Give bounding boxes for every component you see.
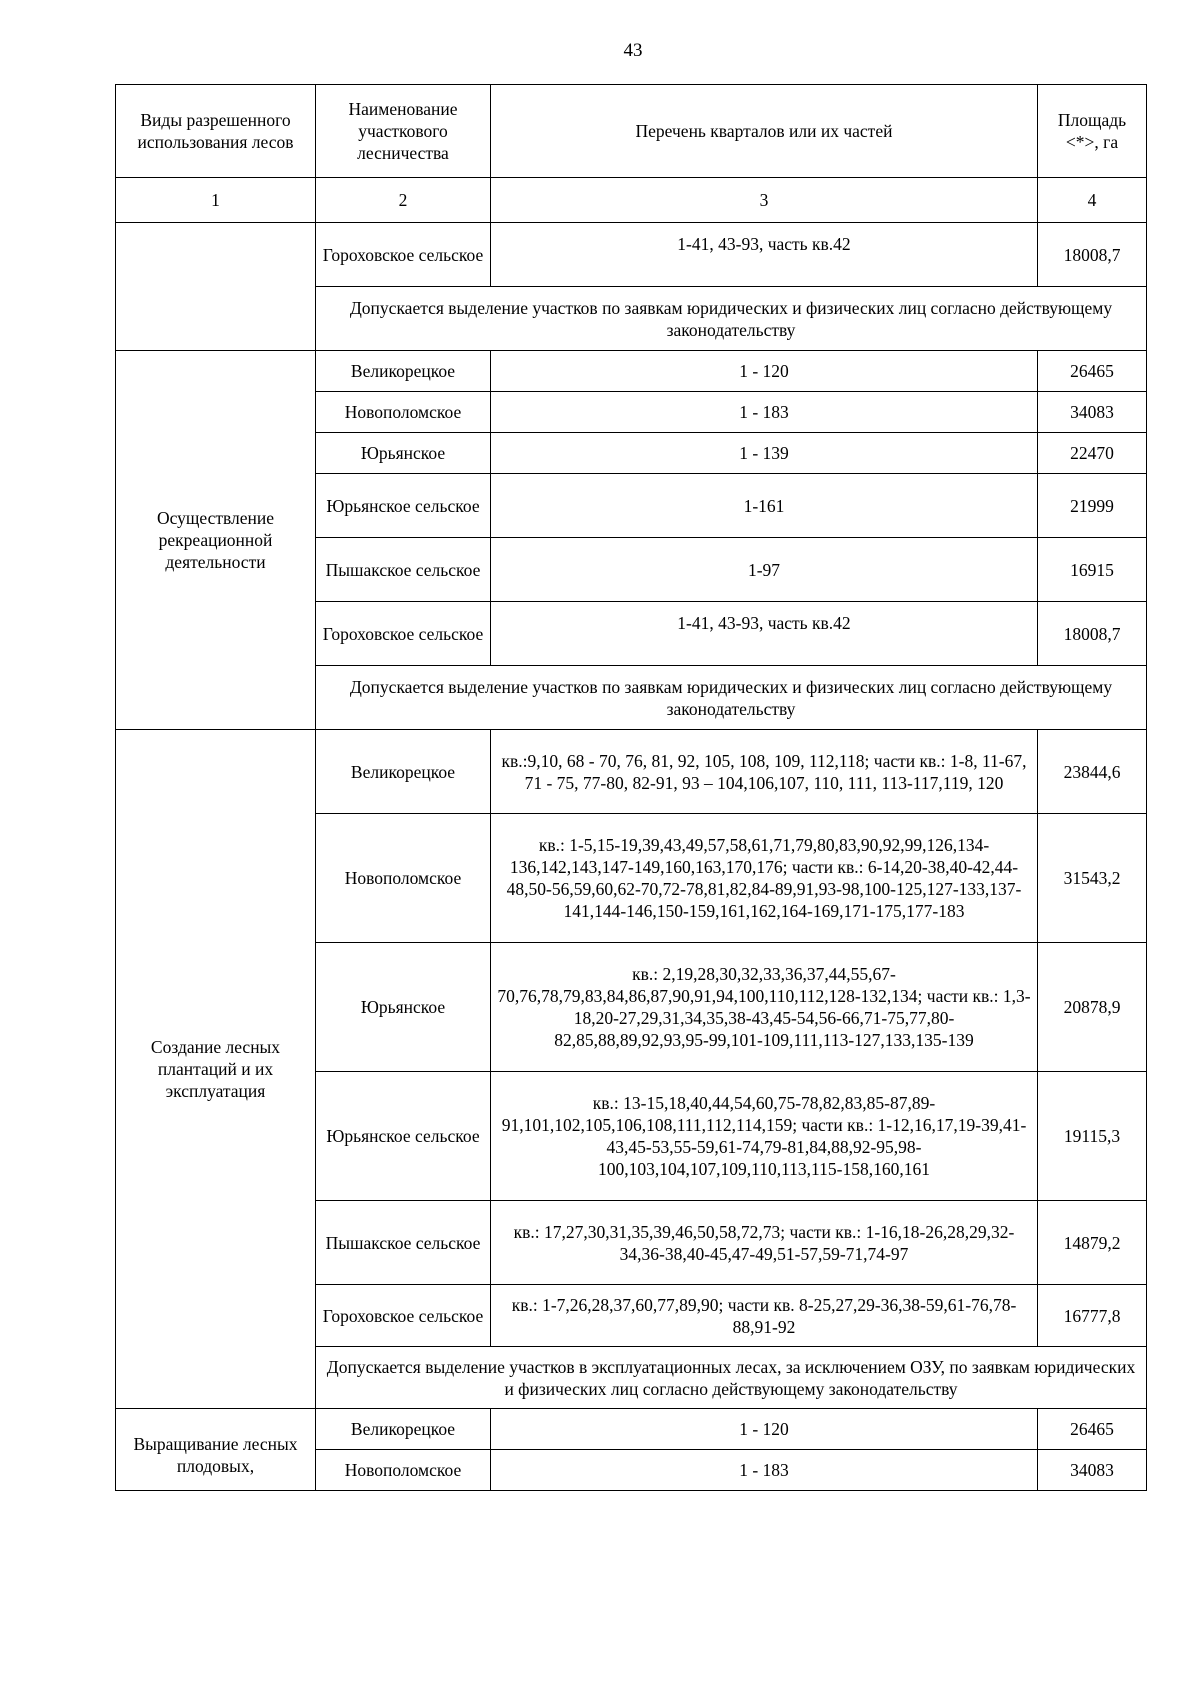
- area-cell: 16915: [1038, 538, 1147, 602]
- column-number: 4: [1038, 178, 1147, 223]
- quarters-cell: 1-41, 43-93, часть кв.42: [491, 223, 1038, 287]
- quarters-cell: кв.: 1-5,15-19,39,43,49,57,58,61,71,79,80,83,90,92,99,126,134-136,142,143,147-149,160,163,170,176; части кв.: 6-14,20-38,40-42,44-48,50-56,59,60,62-70,72-78,81,82,84-89,91,93-98,100-125,127-133,137-141,144-146,150-159,161,162,164-169,171-175,177-183: [491, 814, 1038, 943]
- quarters-cell: 1 - 183: [491, 392, 1038, 433]
- use-type-cell: Осуществление рекреационной деятельности: [116, 351, 316, 730]
- note-cell: Допускается выделение участков по заявкам юридических и физических лиц согласно действующему законодательству: [316, 666, 1147, 730]
- quarters-cell: 1 - 139: [491, 433, 1038, 474]
- forestry-cell: Великорецкое: [316, 351, 491, 392]
- area-cell: 26465: [1038, 351, 1147, 392]
- forestry-cell: Великорецкое: [316, 1409, 491, 1450]
- quarters-cell: 1-97: [491, 538, 1038, 602]
- quarters-cell: 1 - 120: [491, 1409, 1038, 1450]
- area-cell: 23844,6: [1038, 730, 1147, 814]
- note-cell: Допускается выделение участков в эксплуатационных лесах, за исключением ОЗУ, по заявкам юридических и физических лиц согласно действующему законодательству: [316, 1347, 1147, 1409]
- forestry-cell: Великорецкое: [316, 730, 491, 814]
- use-type-cell: Создание лесных плантаций и их эксплуатация: [116, 730, 316, 1409]
- table-row: [116, 223, 1147, 287]
- header-use-type: Виды разрешенного использования лесов: [116, 85, 316, 178]
- table-row: [116, 351, 1147, 392]
- forestry-cell: Новополомское: [316, 814, 491, 943]
- forestry-cell: Юрьянское сельское: [316, 474, 491, 538]
- note-cell: Допускается выделение участков по заявкам юридических и физических лиц согласно действующему законодательству: [316, 287, 1147, 351]
- table-row: [116, 730, 1147, 814]
- table-row: [116, 1409, 1147, 1450]
- area-cell: 21999: [1038, 474, 1147, 538]
- area-cell: 34083: [1038, 392, 1147, 433]
- page-number: 43: [623, 40, 643, 61]
- column-number: 3: [491, 178, 1038, 223]
- quarters-cell: кв.: 13-15,18,40,44,54,60,75-78,82,83,85-87,89-91,101,102,105,106,108,111,112,114,159; части кв.: 1-12,16,17,19-39,41-43,45-53,55-59,61-74,79-81,84,88,92-95,98-100,103,104,107,109,110,113,115-158,160,161: [491, 1072, 1038, 1201]
- quarters-cell: кв.: 1-7,26,28,37,60,77,89,90; части кв. 8-25,27,29-36,38-59,61-76,78-88,91-92: [491, 1285, 1038, 1347]
- use-type-cell-empty: [116, 223, 316, 351]
- quarters-cell: кв.:9,10, 68 - 70, 76, 81, 92, 105, 108, 109, 112,118; части кв.: 1-8, 11-67, 71 - 75, 77-80, 82-91, 93 – 104,106,107, 110, 111, 113-117,119, 120: [491, 730, 1038, 814]
- forestry-cell: Пышакское сельское: [316, 538, 491, 602]
- column-number: 2: [316, 178, 491, 223]
- area-cell: 20878,9: [1038, 943, 1147, 1072]
- quarters-cell: 1-41, 43-93, часть кв.42: [491, 602, 1038, 666]
- area-cell: 19115,3: [1038, 1072, 1147, 1201]
- header-quarters-list: Перечень кварталов или их частей: [491, 85, 1038, 178]
- quarters-cell: 1 - 183: [491, 1450, 1038, 1491]
- area-cell: 34083: [1038, 1450, 1147, 1491]
- forestry-cell: Новополомское: [316, 1450, 491, 1491]
- area-cell: 14879,2: [1038, 1201, 1147, 1285]
- header-forestry-name: Наименование участкового лесничества: [316, 85, 491, 178]
- forestry-cell: Юрьянское: [316, 433, 491, 474]
- column-number: 1: [116, 178, 316, 223]
- header-area: Площадь <*>, га: [1038, 85, 1147, 178]
- forestry-cell: Новополомское: [316, 392, 491, 433]
- area-cell: 31543,2: [1038, 814, 1147, 943]
- header-row: [116, 85, 1147, 178]
- quarters-cell: 1-161: [491, 474, 1038, 538]
- area-cell: 18008,7: [1038, 223, 1147, 287]
- area-cell: 22470: [1038, 433, 1147, 474]
- forestry-cell: Гороховское сельское: [316, 602, 491, 666]
- forestry-cell: Гороховское сельское: [316, 223, 491, 287]
- use-type-cell: Выращивание лесных плодовых,: [116, 1409, 316, 1491]
- area-cell: 26465: [1038, 1409, 1147, 1450]
- quarters-cell: 1 - 120: [491, 351, 1038, 392]
- quarters-cell: кв.: 2,19,28,30,32,33,36,37,44,55,67-70,76,78,79,83,84,86,87,90,91,94,100,110,112,128-132,134; части кв.: 1,3-18,20-27,29,31,34,35,38-43,45-54,56-66,71-75,77,80-82,85,88,89,92,93,95-99,101-109,111,113-127,133,135-139: [491, 943, 1038, 1072]
- forestry-cell: Пышакское сельское: [316, 1201, 491, 1285]
- quarters-cell: кв.: 17,27,30,31,35,39,46,50,58,72,73; части кв.: 1-16,18-26,28,29,32-34,36-38,40-45,47-49,51-57,59-71,74-97: [491, 1201, 1038, 1285]
- forestry-cell: Гороховское сельское: [316, 1285, 491, 1347]
- area-cell: 18008,7: [1038, 602, 1147, 666]
- column-number-row: [116, 178, 1147, 223]
- area-cell: 16777,8: [1038, 1285, 1147, 1347]
- forest-use-table: [115, 84, 1147, 1491]
- forestry-cell: Юрьянское: [316, 943, 491, 1072]
- forestry-cell: Юрьянское сельское: [316, 1072, 491, 1201]
